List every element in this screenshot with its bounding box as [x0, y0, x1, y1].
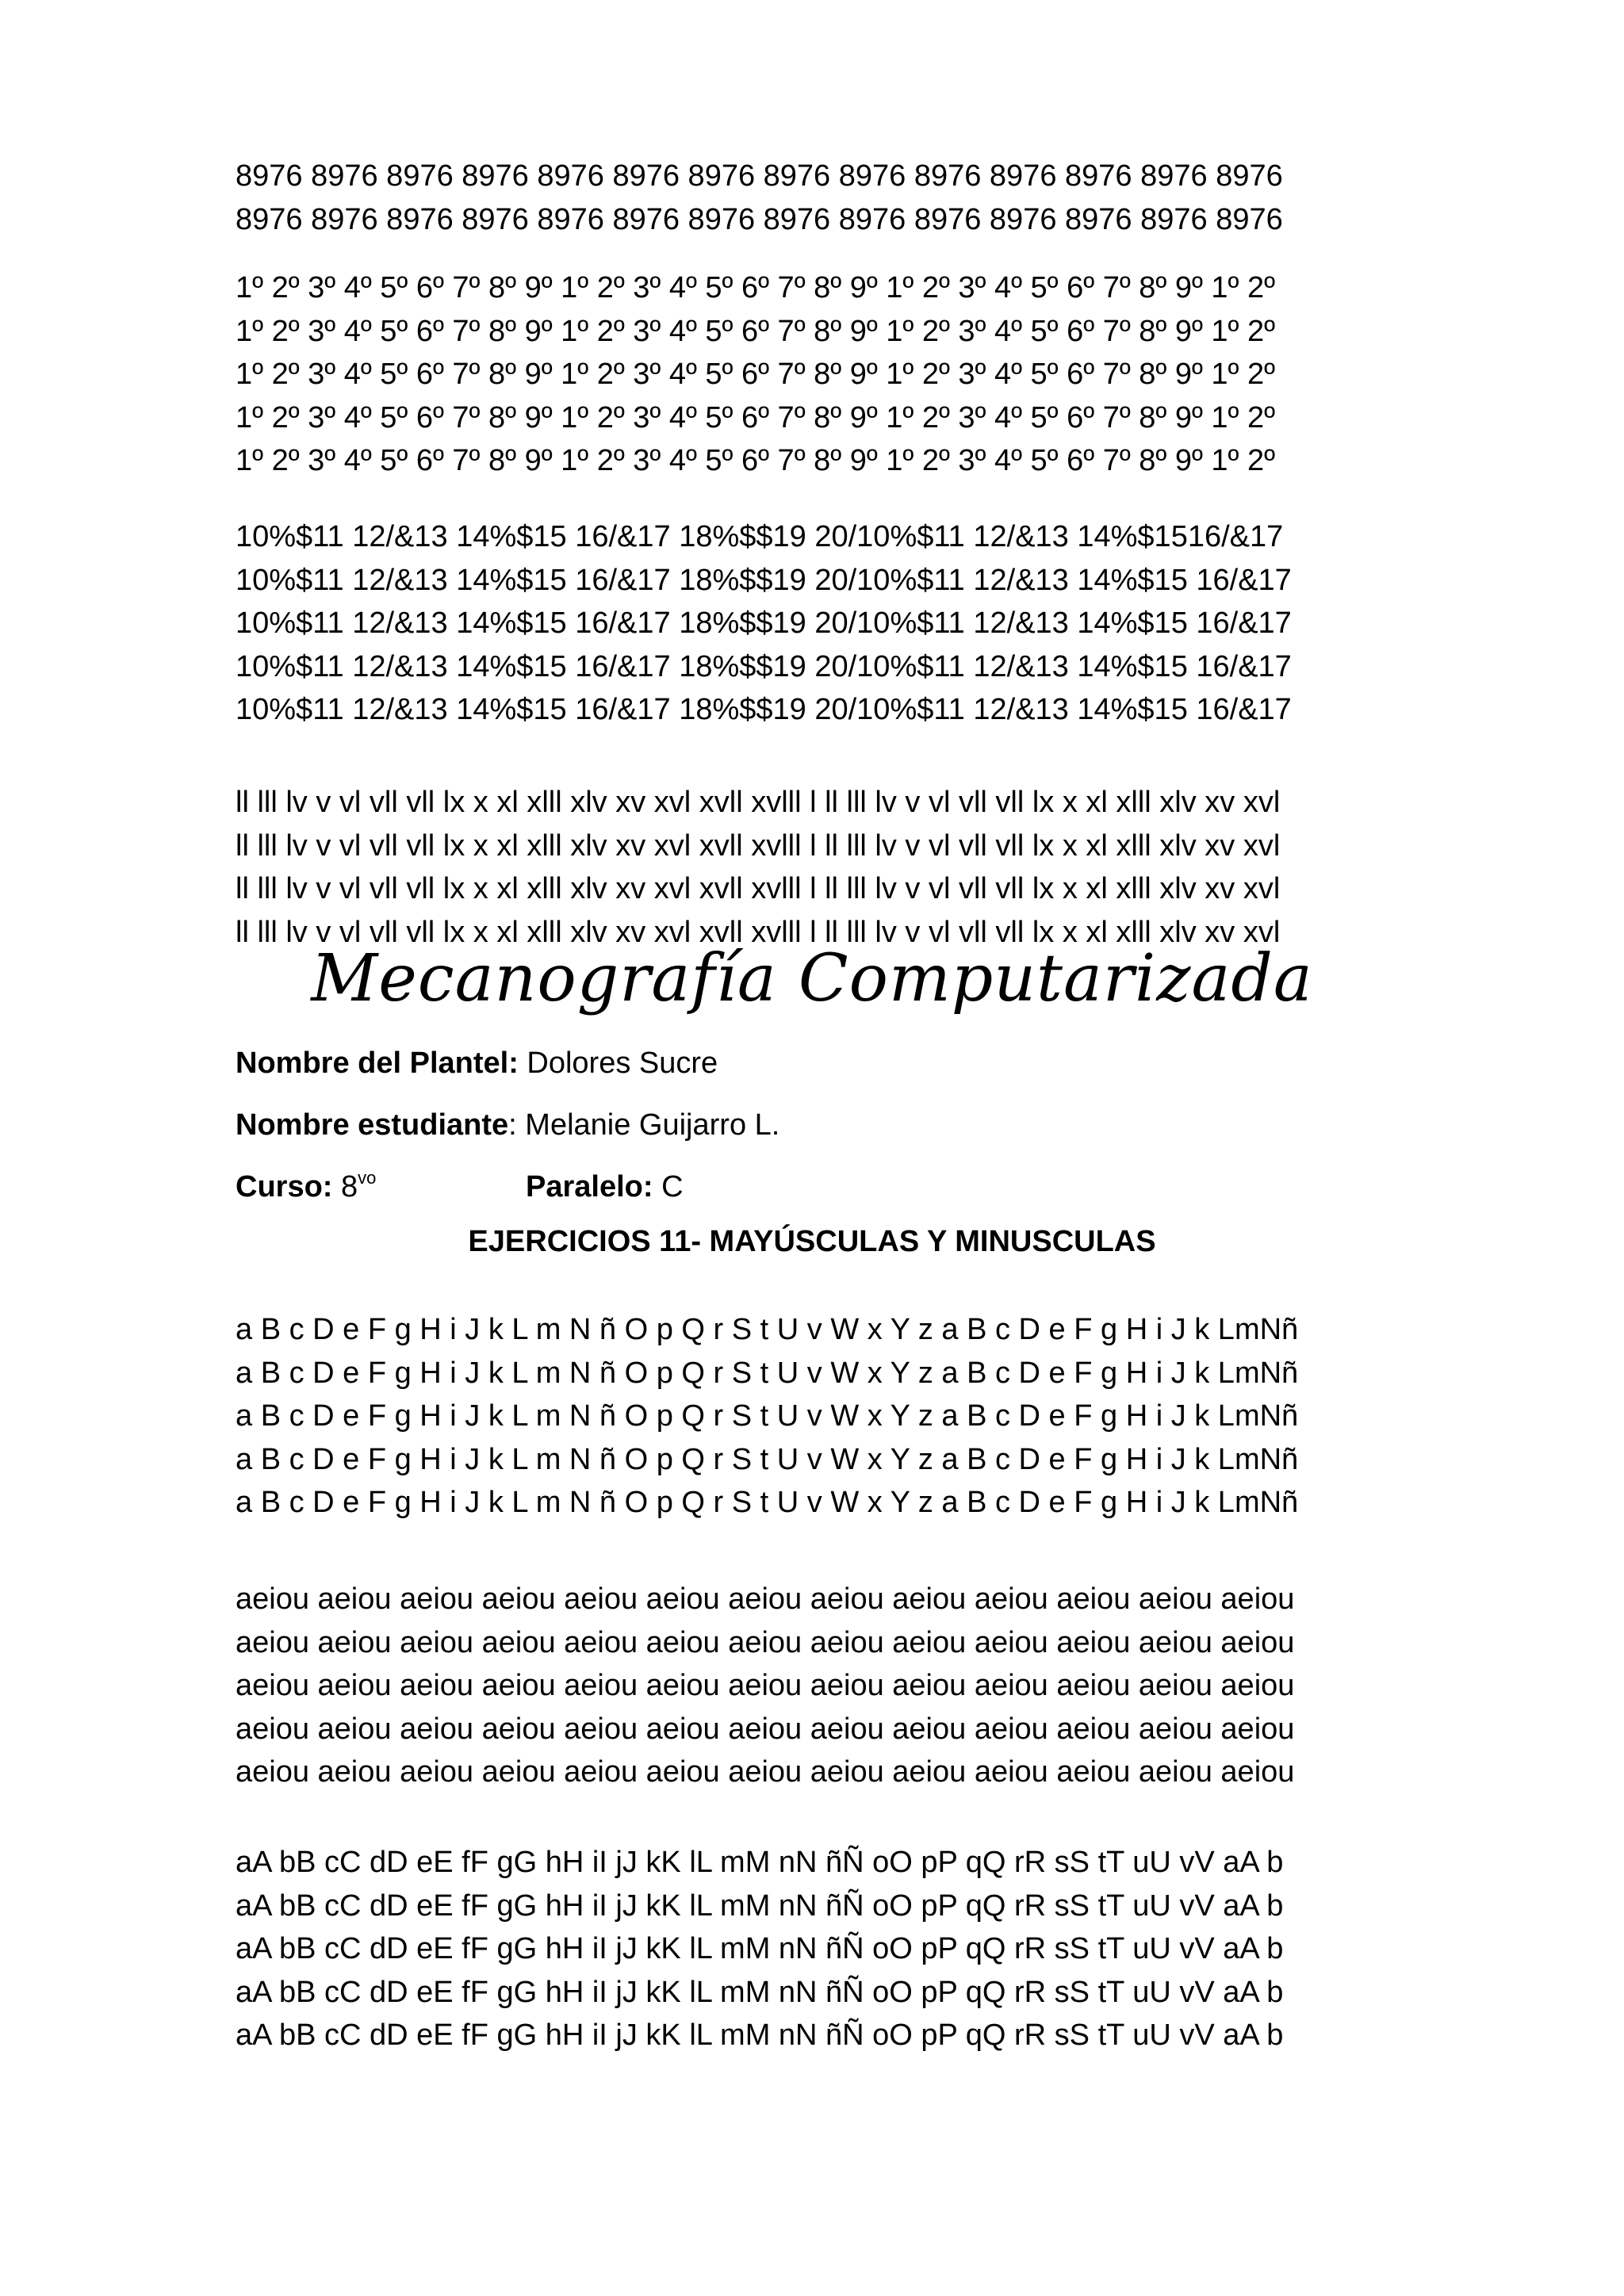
document-title: Mecanografía Computarizada: [311, 941, 1313, 1016]
numbers-8976-block: [236, 155, 1409, 241]
exercise-heading: EJERCICIOS 11- MAYÚSCULAS Y MINUSCULAS: [468, 1225, 1156, 1258]
text-line: aeiou aeiou aeiou aeiou aeiou aeiou aeiou aeiou aeiou aeiou aeiou aeiou aeiou: [236, 1712, 1295, 1746]
text-line: ll lll lv v vl vll vll lx x xl xlll xlv xv xvl xvll xvlll l ll lll lv v vl vll vll lx x xl xlll xlv xv xvl: [236, 872, 1281, 905]
estudiante-line: [236, 1107, 779, 1143]
curso-line: [236, 1169, 376, 1205]
text-line: aeiou aeiou aeiou aeiou aeiou aeiou aeiou aeiou aeiou aeiou aeiou aeiou aeiou: [236, 1625, 1295, 1659]
text-line: 1º 2º 3º 4º 5º 6º 7º 8º 9º 1º 2º 3º 4º 5º 6º 7º 8º 9º 1º 2º 3º 4º 5º 6º 7º 8º 9º 1º 2º: [236, 400, 1275, 434]
text-line: ll lll lv v vl vll vll lx x xl xlll xlv xv xvl xvll xvlll l ll lll lv v vl vll vll lx x xl xlll xlv xv xvl: [236, 828, 1281, 863]
roman-numerals-block: [236, 781, 1409, 954]
text-line: aA bB cC dD eE fF gG hH iI jJ kK lL mM nN ñÑ oO pP qQ rR sS tT uU vV aA b: [236, 1932, 1284, 1965]
text-line: aA bB cC dD eE fF gG hH iI jJ kK lL mM nN ñÑ oO pP qQ rR sS tT uU vV aA b: [236, 1888, 1284, 1923]
text-line: aA bB cC dD eE fF gG hH iI jJ kK lL mM nN ñÑ oO pP qQ rR sS tT uU vV aA b: [236, 1975, 1284, 2009]
text-line: 1º 2º 3º 4º 5º 6º 7º 8º 9º 1º 2º 3º 4º 5º 6º 7º 8º 9º 1º 2º 3º 4º 5º 6º 7º 8º 9º 1º 2º: [236, 271, 1275, 304]
estudiante-label: Nombre estudiante: [236, 1108, 509, 1142]
curso-value: 8: [332, 1170, 358, 1203]
text-line: a B c D e F g H i J k L m N ñ O p Q r S t U v W x Y z a B c D e F g H i J k LmNñ: [236, 1486, 1299, 1519]
text-line: 10%$11 12/&13 14%$15 16/&17 18%$$19 20/10%$11 12/&13 14%$15 16/&17: [236, 649, 1292, 683]
text-line: 1º 2º 3º 4º 5º 6º 7º 8º 9º 1º 2º 3º 4º 5º 6º 7º 8º 9º 1º 2º 3º 4º 5º 6º 7º 8º 9º 1º 2º: [236, 444, 1275, 477]
text-line: 10%$11 12/&13 14%$15 16/&17 18%$$19 20/10%$11 12/&13 14%$15 16/&17: [236, 607, 1292, 640]
text-line: a B c D e F g H i J k L m N ñ O p Q r S t U v W x Y z a B c D e F g H i J k LmNñ: [236, 1442, 1299, 1476]
text-line: 8976 8976 8976 8976 8976 8976 8976 8976 8976 8976 8976 8976 8976 8976: [236, 159, 1283, 193]
text-line: 10%$11 12/&13 14%$15 16/&17 18%$$19 20/10%$11 12/&13 14%$15 16/&17: [236, 693, 1292, 726]
text-line: aeiou aeiou aeiou aeiou aeiou aeiou aeiou aeiou aeiou aeiou aeiou aeiou aeiou: [236, 1755, 1295, 1789]
text-line: 1º 2º 3º 4º 5º 6º 7º 8º 9º 1º 2º 3º 4º 5º 6º 7º 8º 9º 1º 2º 3º 4º 5º 6º 7º 8º 9º 1º 2º: [236, 358, 1275, 391]
paralelo-line: [526, 1169, 684, 1205]
text-line: ll lll lv v vl vll vll lx x xl xlll xlv xv xvl xvll xvlll l ll lll lv v vl vll vll lx x xl xlll xlv xv xvl: [236, 786, 1281, 819]
text-line: aA bB cC dD eE fF gG hH iI jJ kK lL mM nN ñÑ oO pP qQ rR sS tT uU vV aA b: [236, 1846, 1284, 1879]
paralelo-label: Paralelo:: [526, 1170, 653, 1203]
curso-label: Curso:: [236, 1170, 333, 1203]
text-line: aeiou aeiou aeiou aeiou aeiou aeiou aeiou aeiou aeiou aeiou aeiou aeiou aeiou: [236, 1582, 1295, 1616]
text-line: 8976 8976 8976 8976 8976 8976 8976 8976 8976 8976 8976 8976 8976 8976: [236, 202, 1283, 236]
estudiante-value: : Melanie Guijarro L.: [508, 1108, 780, 1142]
alternating-case-block: [236, 1308, 1409, 1525]
text-line: a B c D e F g H i J k L m N ñ O p Q r S t U v W x Y z a B c D e F g H i J k LmNñ: [236, 1399, 1299, 1433]
plantel-value: Dolores Sucre: [518, 1047, 718, 1080]
text-line: ll lll lv v vl vll vll lx x xl xlll xlv xv xvl xvll xvlll l ll lll lv v vl vll vll lx x xl xlll xlv xv xvl: [236, 915, 1281, 949]
plantel-line: [236, 1045, 718, 1081]
letter-pairs-block: [236, 1841, 1409, 2057]
text-line: 10%$11 12/&13 14%$15 16/&17 18%$$19 20/10%$11 12/&13 14%$15 16/&17: [236, 563, 1292, 597]
text-line: a B c D e F g H i J k L m N ñ O p Q r S t U v W x Y z a B c D e F g H i J k LmNñ: [236, 1356, 1299, 1390]
paralelo-value: C: [653, 1170, 684, 1203]
plantel-label: Nombre del Plantel:: [236, 1047, 519, 1080]
text-line: aA bB cC dD eE fF gG hH iI jJ kK lL mM nN ñÑ oO pP qQ rR sS tT uU vV aA b: [236, 2019, 1284, 2052]
text-line: a B c D e F g H i J k L m N ñ O p Q r S t U v W x Y z a B c D e F g H i J k LmNñ: [236, 1313, 1299, 1346]
curso-superscript: vo: [358, 1168, 377, 1188]
vowels-block: [236, 1578, 1409, 1794]
ordinals-block: [236, 266, 1409, 483]
text-line: aeiou aeiou aeiou aeiou aeiou aeiou aeiou aeiou aeiou aeiou aeiou aeiou aeiou: [236, 1669, 1295, 1702]
text-line: 1º 2º 3º 4º 5º 6º 7º 8º 9º 1º 2º 3º 4º 5º 6º 7º 8º 9º 1º 2º 3º 4º 5º 6º 7º 8º 9º 1º 2º: [236, 314, 1275, 348]
text-line: 10%$11 12/&13 14%$15 16/&17 18%$$19 20/10%$11 12/&13 14%$1516/&17: [236, 520, 1284, 553]
symbols-block: [236, 515, 1409, 732]
